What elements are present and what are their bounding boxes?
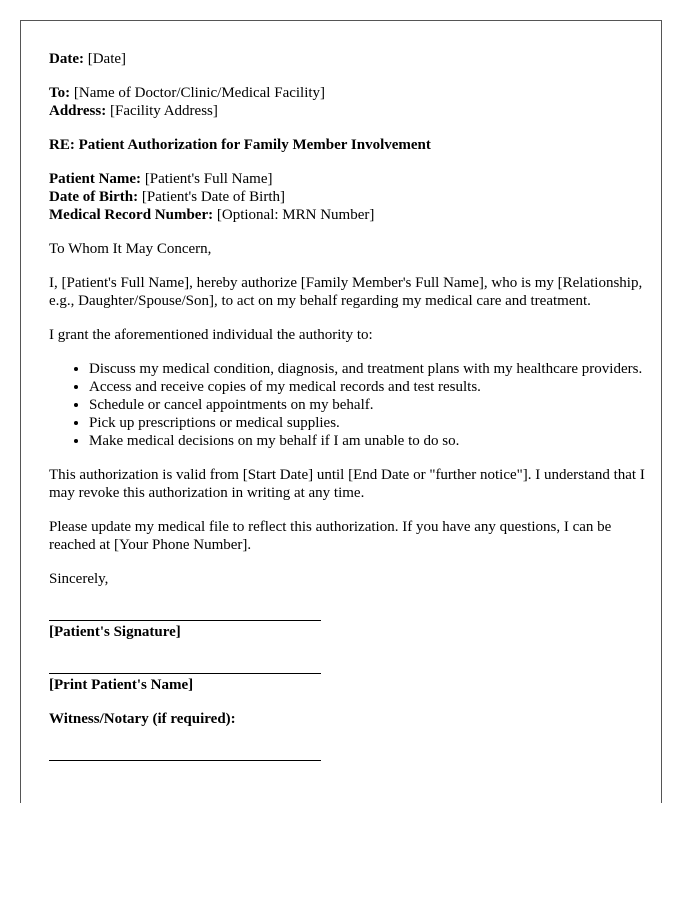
authority-list	[49, 360, 661, 450]
dob-label: Date of Birth:	[49, 189, 139, 205]
witness-line	[49, 760, 321, 761]
contact-paragraph: Please update my medical file to reflect this authorization. If you have any questions, I can be reached at [Your Phone Number].	[49, 519, 612, 553]
print-name-label: [Print Patient's Name]	[49, 677, 194, 693]
mrn-label: Medical Record Number:	[49, 207, 214, 223]
address-label: Address:	[49, 103, 107, 119]
dob-value: [Patient's Date of Birth]	[141, 189, 285, 205]
authorization-paragraph: I, [Patient's Full Name], hereby authorize [Family Member's Full Name], who is my [Relationship, e.g., Daughter/Spouse/Son], to act on my behalf regarding my medical care and treatment.	[49, 275, 643, 309]
salutation: To Whom It May Concern,	[49, 241, 212, 257]
date-line	[49, 50, 661, 68]
signature-line	[49, 620, 321, 621]
to-label: To:	[49, 85, 71, 101]
subject-line	[49, 136, 661, 154]
list-item: • Access and receive copies of my medical records and test results.	[89, 378, 661, 396]
signature-label: [Patient's Signature]	[49, 624, 181, 640]
letter-page	[20, 20, 662, 803]
patient-name-label: Patient Name:	[49, 171, 142, 187]
closing: Sincerely,	[49, 571, 109, 587]
date-value: [Date]	[87, 51, 127, 67]
patient-name-value: [Patient's Full Name]	[144, 171, 273, 187]
list-item: • Pick up prescriptions or medical supplies.	[89, 414, 661, 432]
witness-label: Witness/Notary (if required):	[49, 711, 236, 727]
mrn-value: [Optional: MRN Number]	[216, 207, 375, 223]
address-value: [Facility Address]	[109, 103, 218, 119]
list-item: • Discuss my medical condition, diagnosis, and treatment plans with my healthcare providers.	[89, 360, 661, 378]
date-label: Date:	[49, 51, 84, 67]
recipient-block	[49, 84, 661, 120]
patient-info-block	[49, 170, 661, 224]
authority-intro: I grant the aforementioned individual the authority to:	[49, 327, 373, 343]
print-name-line	[49, 673, 321, 674]
list-item: • Schedule or cancel appointments on my behalf.	[89, 396, 661, 414]
subject-text: RE: Patient Authorization for Family Member Involvement	[49, 137, 431, 153]
validity-paragraph: This authorization is valid from [Start Date] until [End Date or "further notice"]. I understand that I may revoke this authorization in writing at any time.	[49, 467, 645, 501]
list-item: • Make medical decisions on my behalf if I am unable to do so.	[89, 432, 661, 450]
to-value: [Name of Doctor/Clinic/Medical Facility]	[73, 85, 326, 101]
